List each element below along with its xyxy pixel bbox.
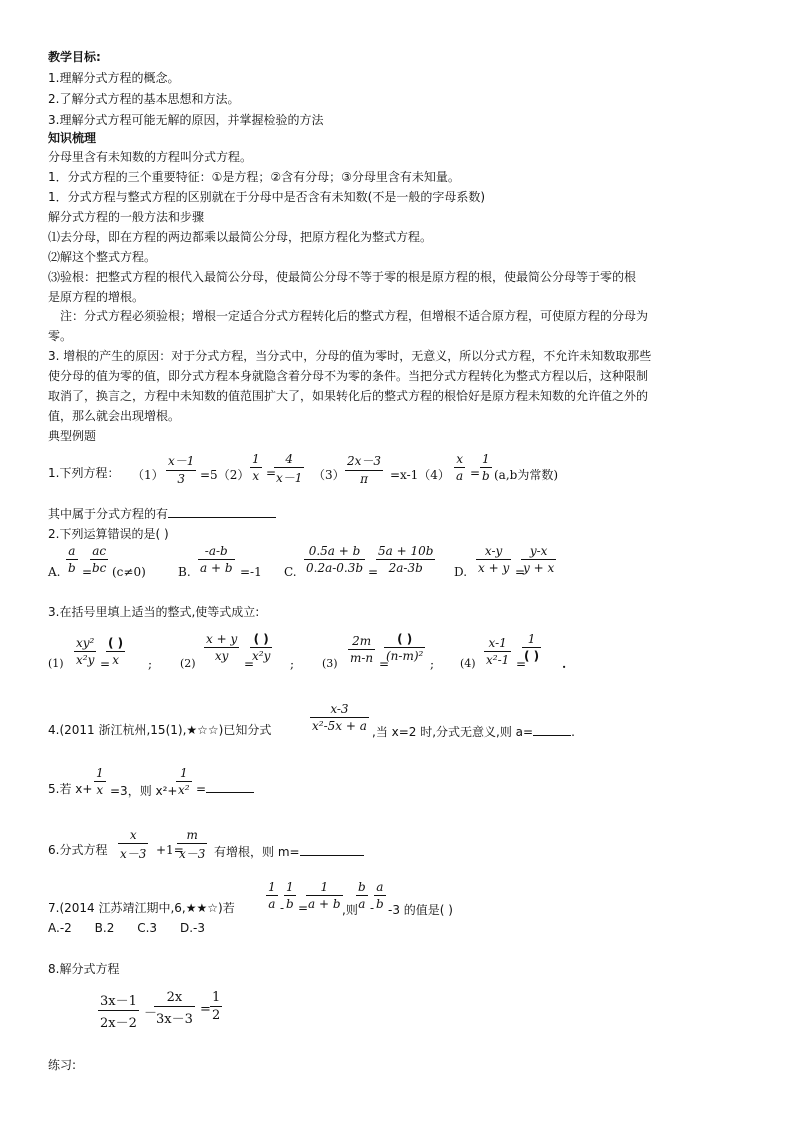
- q3-4-blank[interactable]: ( ): [524, 649, 540, 663]
- knowledge-line: ⑵解这个整式方程。: [48, 250, 157, 264]
- q7-frac3: $\frac{1}{a + b}$: [308, 880, 341, 911]
- q3-1-sep: ;: [148, 657, 153, 671]
- q4-frac: $\frac{x-3}{\text{x²-5x + a}}$: [312, 702, 367, 733]
- q2-label: 2.下列运算错误的是( ): [48, 527, 169, 541]
- q1-text3: =x-1（4）: [390, 468, 450, 482]
- q5-pre: 5.若 x+: [48, 782, 93, 796]
- q3-2-blank[interactable]: ( ): [250, 632, 272, 648]
- knowledge-line: 1．分式方程的三个重要特征：①是方程；②含有分母；③分母里含有未知量。: [48, 170, 460, 184]
- q3-3-frac2: ( ) (n-m)²: [386, 632, 424, 663]
- q3-3-frac1: $\frac{2m}{m-n}$: [350, 634, 374, 665]
- q3-1-blank[interactable]: ( ): [108, 636, 124, 650]
- goal-item-3: 3.理解分式方程可能无解的原因，并掌握检验的方法: [48, 113, 324, 127]
- q8-frac2: $\frac{2x}{3x-3}$: [156, 990, 193, 1027]
- q1-frac5: $\frac{x}{a}$: [456, 452, 464, 483]
- q2-D-frac1: $\frac{x-y}{x + y}$: [478, 544, 510, 575]
- knowledge-line: 注：分式方程必须验根；增根一定适合分式方程转化后的整式方程，但增根不适合原方程，可使原方程的分母为: [60, 309, 649, 323]
- knowledge-line: 分母里含有未知数的方程叫分式方程。: [48, 150, 253, 164]
- q6-pre: 6.分式方程: [48, 843, 108, 857]
- q3-4-frac2: 1 ( ): [524, 632, 540, 663]
- knowledge-line: 零。: [48, 329, 73, 343]
- q1-opt1: （1）: [132, 468, 164, 482]
- q6-answer-blank[interactable]: [300, 845, 364, 856]
- q2-optB: B.: [178, 565, 191, 579]
- q2-B-eq: =-1: [240, 565, 262, 579]
- q6-mid: +1=: [156, 843, 184, 857]
- q3-2-frac1: $\frac{x + y}{xy}$: [206, 632, 238, 663]
- knowledge-line: ⑴去分母，即在方程的两边都乘以最简公分母，把原方程化为整式方程。: [48, 230, 433, 244]
- q7-m1: -: [280, 901, 285, 915]
- knowledge-line: 解分式方程的一般方法和步骤: [48, 210, 205, 224]
- q3-4-frac1: $\frac{x-1}{\text{x²-1}}$: [486, 636, 510, 667]
- examples-title: 典型例题: [48, 429, 97, 443]
- q3-2-sep: ;: [290, 657, 295, 671]
- q6-post: 有增根，则 m=: [214, 843, 364, 860]
- q2-D-eq: =: [515, 565, 526, 579]
- q7-m4: -: [370, 901, 375, 915]
- q4-pre: 4.(2011 浙江杭州,15(1),★☆☆)已知分式: [48, 723, 272, 737]
- q7-frac1: $\frac{1}{a}$: [268, 880, 276, 911]
- q1-frac4: $\frac{2x-3}{\pi}$: [347, 454, 382, 486]
- knowledge-line: 1．分式方程与整式方程的区别就在于分母中是否含有未知数(不是一般的字母系数): [48, 190, 486, 204]
- knowledge-title: 知识梳理: [48, 131, 97, 145]
- q5-frac2: $\frac{1}{\text{x²}}$: [178, 766, 190, 797]
- q2-C-frac1: $\frac{0.5a + b}{0.2a-0.3b}$: [306, 544, 364, 575]
- q3-4-end: .: [562, 657, 567, 671]
- q5-frac1: $\frac{1}{x}$: [96, 766, 104, 797]
- q1-frac2: $\frac{1}{x}$: [252, 452, 260, 483]
- q2-A-frac1: $\frac{a}{b}$: [68, 544, 76, 575]
- practice-title: 练习:: [48, 1058, 77, 1072]
- q1-eq: =: [266, 466, 277, 480]
- q4-answer-blank[interactable]: [533, 725, 571, 736]
- knowledge-line: 3. 增根的产生的原因：对于分式方程，当分式中，分母的值为零时，无意义，所以分式方程，不允许未知数取那些: [48, 349, 652, 363]
- q8-frac1: $\frac{3x-1}{2x-2}$: [98, 990, 139, 1031]
- q1-answer-blank[interactable]: [168, 507, 276, 518]
- q3-3-blank[interactable]: ( ): [384, 632, 425, 648]
- q3-opt3: (3): [322, 657, 338, 670]
- q3-1-frac2: ( ) x: [108, 636, 124, 667]
- q2-A-cond: (c≠0): [112, 565, 146, 579]
- q3-4-eq: =: [516, 657, 527, 671]
- q2-optA: A.: [48, 565, 61, 579]
- q8-m2: =: [200, 1002, 211, 1017]
- knowledge-line: 值，那么就会出现增根。: [48, 409, 181, 423]
- q2-A-eq: =: [82, 565, 93, 579]
- q2-optD: D.: [454, 565, 468, 579]
- q3-opt1: (1): [48, 657, 64, 670]
- q3-3-sep: ;: [430, 657, 435, 671]
- q3-opt4: (4): [460, 657, 476, 670]
- goal-item-2: 2.了解分式方程的基本思想和方法。: [48, 92, 240, 106]
- q2-D-frac2: $\frac{y-x}{y + x}$: [523, 544, 555, 575]
- q7-pre: 7.(2014 江苏靖江期中,6,★★☆)若: [48, 901, 235, 915]
- q1-tail: 其中属于分式方程的有: [48, 507, 276, 521]
- q3-3-eq: =: [379, 657, 390, 671]
- q8-frac3: $\frac{1}{2}$: [212, 990, 221, 1023]
- knowledge-line: 是原方程的增根。: [48, 290, 145, 304]
- q2-B-frac: $\frac{-a-b}{a + b}$: [200, 544, 233, 575]
- q6-frac2: $\frac{m}{x-3}$: [179, 828, 206, 861]
- q1-label: 1.下列方程：: [48, 466, 120, 480]
- q7-m3: ,则: [342, 903, 358, 917]
- q7-frac5: $\frac{a}{b}$: [376, 880, 384, 911]
- q5-post: =: [196, 782, 254, 796]
- q2-C-eq: =: [368, 565, 379, 579]
- q3-opt2: (2): [180, 657, 196, 670]
- q1-frac3: $\frac{4}{x-1}$: [276, 452, 303, 485]
- q7-post: -3 的值是( ): [388, 903, 453, 917]
- knowledge-line: 取消了，换言之，方程中未知数的值范围扩大了，如果转化后的整式方程的根恰好是原方程未知数的允许值之外的: [48, 389, 649, 403]
- q1-opt3: （3）: [313, 468, 345, 482]
- q7-frac2: $\frac{1}{b}$: [286, 880, 294, 911]
- q3-2-frac2: ( ) x²y: [252, 632, 271, 663]
- q7-frac4: $\frac{b}{a}$: [358, 880, 366, 911]
- q7-m2: =: [298, 901, 309, 915]
- q6-frac1: $\frac{x}{x-3}$: [120, 828, 147, 861]
- q1-text1: =5（2）: [200, 468, 250, 482]
- q4-post: ,当 x=2 时,分式无意义,则 a= .: [372, 725, 575, 739]
- q8-label: 8.解分式方程: [48, 962, 120, 976]
- q5-answer-blank[interactable]: [206, 782, 254, 793]
- goal-item-1: 1.理解分式方程的概念。: [48, 71, 180, 85]
- goals-title: 教学目标:: [48, 50, 101, 64]
- q5-mid: =3，则 x²+: [110, 784, 178, 798]
- knowledge-line: ⑶验根：把整式方程的根代入最简公分母，使最简公分母不等于零的根是原方程的根，使最简公分母等于零的根: [48, 270, 637, 284]
- q2-C-frac2: $\frac{5a + 10b}{2a-3b}$: [378, 544, 434, 575]
- q8-m1: －: [144, 1006, 158, 1021]
- q2-optC: C.: [284, 565, 297, 579]
- q1-eq2: =: [470, 466, 481, 480]
- q1-frac1: $\frac{x-1}{3}$: [168, 454, 195, 486]
- q1-text5: (a,b为常数): [494, 468, 559, 482]
- q7-options: A.-2 B.2 C.3 D.-3: [48, 921, 205, 935]
- q3-1-frac1: $\frac{\text{xy²}}{\text{x²y}}$: [76, 636, 95, 667]
- knowledge-line: 使分母的值为零的值，即分式方程本身就隐含着分母不为零的条件。当把分式方程转化为整式方程以后，这种限制: [48, 369, 649, 383]
- q3-1-eq: =: [100, 657, 111, 671]
- q2-A-frac2: $\frac{ac}{bc}$: [92, 544, 107, 575]
- q1-frac6: $\frac{1}{b}$: [482, 452, 490, 483]
- q3-label: 3.在括号里填上适当的整式,使等式成立:: [48, 605, 260, 619]
- q3-2-eq: =: [244, 657, 255, 671]
